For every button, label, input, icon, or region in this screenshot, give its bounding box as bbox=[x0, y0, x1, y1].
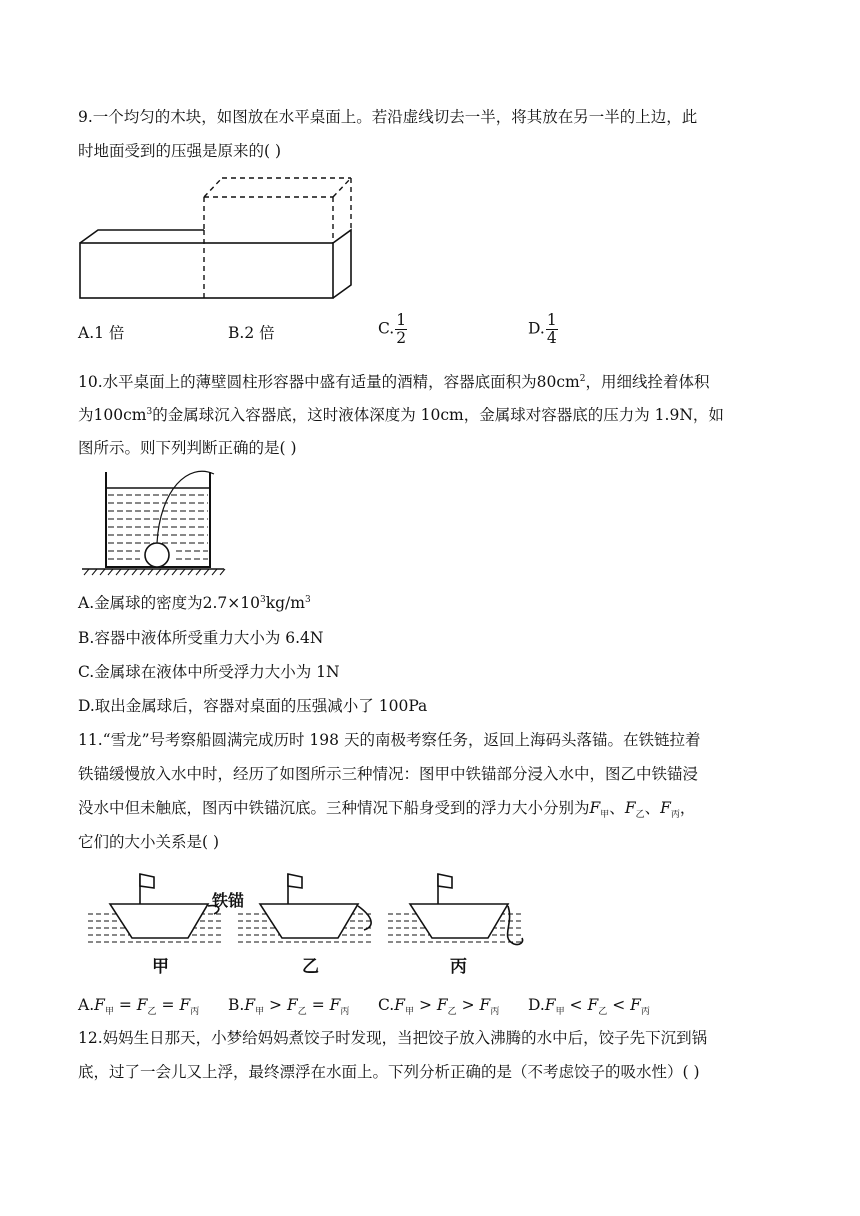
q11-option-prefix: A. bbox=[78, 996, 95, 1014]
relation-operator: > bbox=[418, 996, 432, 1014]
q10-option-b: B.容器中液体所受重力大小为 6.4N bbox=[78, 629, 324, 647]
q11-option-a bbox=[78, 994, 199, 1023]
force-symbol: F bbox=[94, 996, 105, 1014]
q9-stem-line2: 时地面受到的压强是原来的( ) bbox=[78, 142, 282, 160]
q12-stem-line1: 12.妈妈生日那天，小梦给妈妈煮饺子时发现，当把饺子放入沸腾的水中后，饺子先下沉到锅 bbox=[78, 1029, 708, 1047]
force-subscript: 丙 bbox=[190, 1007, 200, 1018]
q10-option-a-text: A.金属球的密度为 bbox=[78, 594, 203, 612]
q10-volume-exponent: 3 bbox=[146, 407, 153, 417]
force-symbol: F bbox=[436, 996, 448, 1014]
q11-option-c bbox=[378, 994, 499, 1023]
q9-option-d-fraction bbox=[546, 312, 558, 347]
fraction-denominator: 2 bbox=[396, 329, 407, 347]
q11-stem-line3 bbox=[78, 797, 695, 826]
separator: ， bbox=[679, 799, 696, 817]
force-subscript: 丙 bbox=[670, 810, 680, 821]
force-symbol: F bbox=[394, 996, 405, 1014]
relation-operator: = bbox=[311, 996, 325, 1014]
force-symbol: F bbox=[624, 799, 636, 817]
relation-operator: > bbox=[269, 996, 283, 1014]
q10-stem-line1 bbox=[78, 371, 710, 393]
fraction-denominator: 4 bbox=[546, 329, 557, 347]
force-symbol: F bbox=[589, 799, 601, 817]
q11-text: 没水中但未触底，图丙中铁锚沉底。三种情况下船身受到的浮力大小分别为 bbox=[78, 799, 590, 817]
relation-operator: < bbox=[612, 996, 626, 1014]
q10-text: ，用细线拴着体积 bbox=[585, 373, 710, 391]
q9-option-c-prefix: C. bbox=[378, 319, 395, 338]
q9-option-c bbox=[378, 312, 407, 347]
q10-stem-line2 bbox=[78, 404, 724, 426]
force-subscript: 乙 bbox=[635, 810, 645, 821]
label-yi: 乙 bbox=[302, 957, 319, 977]
force-symbol: F bbox=[244, 996, 256, 1014]
separator: 、 bbox=[644, 799, 661, 817]
force-symbol: F bbox=[179, 996, 191, 1014]
q11-stem-line1: 11.“雪龙”号考察船圆满完成历时 198 天的南极考察任务，返回上海码头落锚。在铁链拉着 bbox=[78, 731, 701, 749]
label-jia: 甲 bbox=[152, 957, 169, 977]
q10-density-unit: kg/m bbox=[265, 594, 305, 612]
q10-area-value: 80cm bbox=[536, 373, 580, 391]
q11-option-prefix: C. bbox=[378, 996, 395, 1014]
q10-text: 10.水平桌面上的薄壁圆柱形容器中盛有适量的酒精，容器底面积为 bbox=[78, 373, 537, 391]
q11-option-d bbox=[528, 994, 650, 1023]
anchor-label: 铁锚 bbox=[212, 891, 245, 910]
force-subscript: 甲 bbox=[405, 1007, 415, 1018]
label-bing: 丙 bbox=[450, 957, 467, 977]
force-symbol: F bbox=[329, 996, 341, 1014]
relation-operator: = bbox=[118, 996, 132, 1014]
ship-bing bbox=[410, 874, 523, 945]
q9-stem-line1: 9.一个均匀的木块，如图放在水平桌面上。若沿虚线切去一半，将其放在另一半的上边，此 bbox=[78, 108, 698, 126]
force-symbol: F bbox=[286, 996, 298, 1014]
force-symbol: F bbox=[660, 799, 671, 817]
q10-volume-value: 100cm bbox=[93, 406, 147, 424]
force-subscript: 乙 bbox=[147, 1007, 157, 1018]
q11-option-prefix: D. bbox=[528, 996, 545, 1014]
q10-density-unit-exponent: 3 bbox=[304, 595, 311, 605]
fraction-numerator: 1 bbox=[396, 311, 407, 329]
q10-text: 为 bbox=[78, 406, 94, 424]
force-symbol: F bbox=[630, 996, 641, 1014]
q10-text: 的金属球沉入容器底，这时液体深度为 10cm，金属球对容器底的压力为 1.9N，如 bbox=[152, 406, 724, 424]
q12-stem-line2: 底，过了一会儿又上浮，最终漂浮在水面上。下列分析正确的是（不考虑饺子的吸水性）( ) bbox=[78, 1063, 700, 1081]
force-subscript: 乙 bbox=[598, 1007, 608, 1018]
q11-option-b bbox=[228, 994, 349, 1023]
force-subscript: 乙 bbox=[297, 1007, 307, 1018]
q10-option-d: D.取出金属球后，容器对桌面的压强减小了 100Pa bbox=[78, 697, 428, 715]
force-subscript: 丙 bbox=[490, 1007, 500, 1018]
q11-option-prefix: B. bbox=[228, 996, 245, 1014]
force-subscript: 甲 bbox=[255, 1007, 265, 1018]
q11-ships-figure bbox=[88, 866, 528, 978]
q10-option-a bbox=[78, 592, 311, 614]
relation-operator: > bbox=[461, 996, 475, 1014]
relation-operator: = bbox=[161, 996, 175, 1014]
q10-stem-line3: 图所示。则下列判断正确的是( ) bbox=[78, 439, 297, 457]
q11-stem-line4: 它们的大小关系是( ) bbox=[78, 833, 220, 851]
q10-density-value: 2.7×10 bbox=[202, 594, 260, 612]
separator: 、 bbox=[609, 799, 625, 817]
q9-option-a: A.1 倍 bbox=[78, 324, 125, 342]
q10-container-figure bbox=[78, 470, 228, 576]
force-symbol: F bbox=[587, 996, 599, 1014]
q9-option-b: B.2 倍 bbox=[228, 324, 275, 342]
force-subscript: 丙 bbox=[640, 1007, 650, 1018]
q9-option-c-fraction bbox=[395, 312, 407, 347]
q10-option-c: C.金属球在液体中所受浮力大小为 1N bbox=[78, 663, 340, 681]
force-symbol: F bbox=[544, 996, 556, 1014]
fraction-numerator: 1 bbox=[546, 311, 557, 329]
force-subscript: 乙 bbox=[447, 1007, 457, 1018]
force-subscript: 甲 bbox=[104, 1007, 114, 1018]
q9-option-d bbox=[528, 312, 558, 347]
force-subscript: 甲 bbox=[555, 1007, 565, 1018]
force-symbol: F bbox=[479, 996, 491, 1014]
q9-wood-block-figure bbox=[78, 176, 358, 300]
force-subscript: 甲 bbox=[600, 810, 610, 821]
q9-option-d-prefix: D. bbox=[528, 319, 545, 338]
q10-density-exponent: 3 bbox=[260, 595, 266, 605]
q11-stem-line2: 铁锚缓慢放入水中时，经历了如图所示三种情况：图甲中铁锚部分浸入水中，图乙中铁锚浸 bbox=[78, 765, 699, 783]
relation-operator: < bbox=[569, 996, 583, 1014]
q10-area-exponent: 2 bbox=[579, 374, 586, 384]
force-symbol: F bbox=[136, 996, 148, 1014]
force-subscript: 丙 bbox=[340, 1007, 350, 1018]
